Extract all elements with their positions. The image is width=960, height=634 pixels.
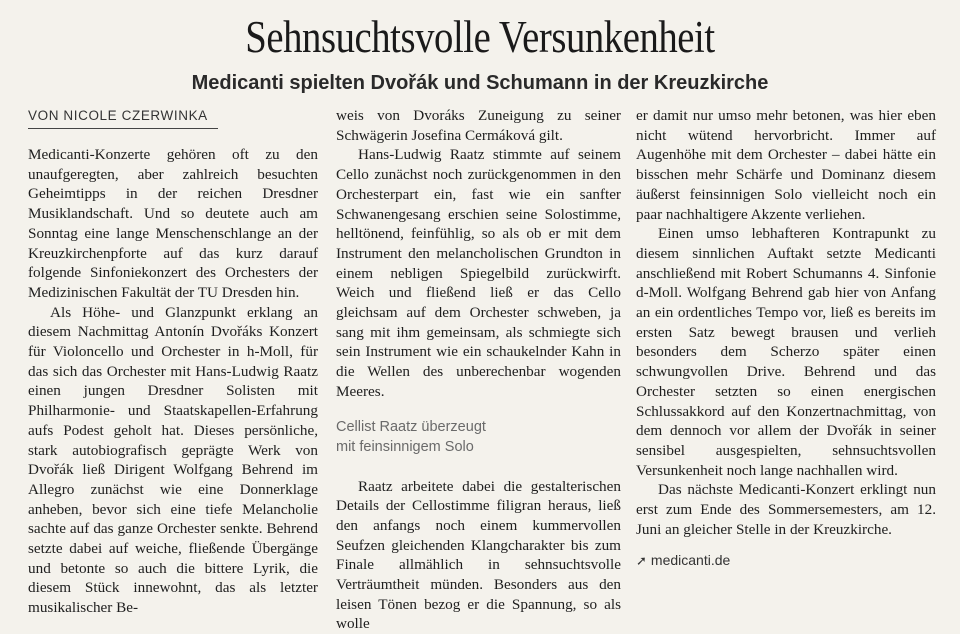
column-3 (636, 106, 936, 571)
headline: Sehnsuchtsvolle Versunkenheit (245, 12, 715, 62)
paragraph: Hans-Ludwig Raatz stimmte auf seinem Cello zunächst noch zurückgenommen in den Orchesterpart ein, fast wie ein sanfter Schwanengesang erschien seine Solostimme, helltönend, feinfühlig, so als ob er mit dem Instrument den melancholischen Grundton in einem nebligen Spiegelbild zurückwirft. Weich und fließend ließ er das Cello gleichsam auf dem Orchester schweben, ja sang mit ihm gemeinsam, als schmiegte sich sein Instrument wie ein schaukelnder Kahn in die Wellen des unberechenbar wogenden Meeres. (336, 146, 621, 400)
paragraph: Das nächste Medicanti-Konzert erklingt nun erst zum Ende des Sommersemesters, am 12. Juni an gleicher Stelle in der Kreuzkirche. (636, 481, 936, 538)
arrow-icon: ➚ (636, 553, 647, 569)
byline: VON NICOLE CZERWINKA (28, 106, 218, 129)
column-1 (28, 106, 318, 618)
paragraph: Einen umso lebhafteren Kontrapunkt zu diesem sinnlichen Auftakt setzte Medicanti anschließend mit Robert Schumanns 4. Sinfonie d-Moll. Wolfgang Behrend gab hier von Anfang an ein ordentliches Tempo vor, ließ es bereits im ersten Satz bewegt brausen und verlieh besonders dem Scherzo später einen schwungvollen Drive. Behrend und das Orchester setzten so einen energischen Schlussakkord auf den Konzertnachmittag, von dem dennoch vor allem der Dvořák in seiner sensibel ausgespielten, sehnsuchtsvollen Versunkenheit noch lange nachhallen wird. (636, 225, 936, 479)
paragraph: Raatz arbeitete dabei die gestalterischen Details der Cellostimme filigran heraus, ließ den anfangs noch einem kummervollen Seufzen gleichenden Klangcharakter bis zum Finale allmählich in sehnsuchtsvolle Verträumtheit münden. Besonders aus den leisen Tönen bezog er die Spannung, so als wolle (336, 477, 621, 633)
subheadline: Medicanti spielten Dvořák und Schumann in der Kreuzkirche (191, 72, 769, 94)
paragraph: Als Höhe- und Glanzpunkt erklang an diesem Nachmittag Antonín Dvořáks Konzert für Violoncello und Orchester in h-Moll, für das sich das Orchester mit Hans-Ludwig Raatz einen jungen Dresdner Solisten mit Philharmonie- und Staatskapellen-Erfahrung aufs Podest geholt hat. Dieses persönliche, stark autobiografisch geprägte Werk von Dvořák ließ Dirigent Wolfgang Behrend im Allegro zunächst wie eine Donnerklage anheben, bevor sich eine tiefe Melancholie sachte auf das ganze Orchester senkte. Behrend setzte dabei auf weiche, fließende Übergänge und betonte so auch die bittere Lyrik, die diesem Stück innewohnt, das als letzter musikalischer Be- (28, 303, 318, 617)
intertitle (336, 417, 621, 457)
web-link-label: medicanti.de (650, 552, 731, 569)
paragraph: weis von Dvoráks Zuneigung zu seiner Schwägerin Josefina Cermáková gilt. (336, 107, 621, 144)
intertitle-line: mit feinsinnigem Solo (336, 438, 474, 455)
paragraph: Medicanti-Konzerte gehören oft zu den unaufgeregten, aber zahlreich besuchten Geheimtipps in der reichen Dresdner Musiklandschaft. Und so deutete auch am Sonntag eine lange Menschenschlange an der Kreuzkirchenpforte auf das kurz darauf folgende Sinfoniekonzert des Orchesters der Medizinischen Fakultät der TU Dresden hin. (28, 146, 318, 301)
intertitle-line: Cellist Raatz überzeugt (336, 418, 486, 435)
paragraph: er damit nur umso mehr betonen, was hier eben nicht wütend hervorbricht. Immer auf Augenhöhe mit dem Orchester – dabei hätte ein bisschen mehr Schärfe und Dominanz diesem äußerst feinsinnigen Solo vielleicht noch ein paar nachhaltigere Akzente verliehen. (636, 107, 936, 223)
column-2 (336, 106, 621, 634)
web-link[interactable] (636, 551, 936, 571)
